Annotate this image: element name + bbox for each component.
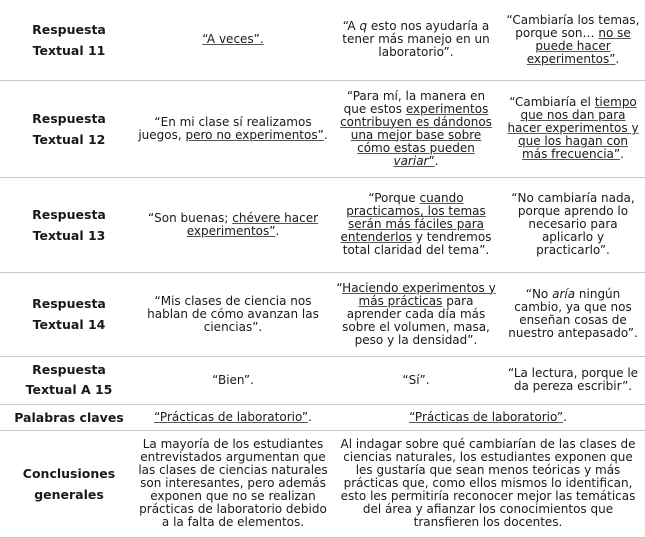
response-cell: “Porque cuando practicamos, los temas serán más fáciles para entenderlos y tendremos total claridad del tema”. xyxy=(331,177,501,272)
table-row xyxy=(0,177,645,272)
response-cell: “En mi clase sí realizamos juegos, pero no experimentos”. xyxy=(135,80,331,177)
keywords-cell: “Prácticas de laboratorio”. xyxy=(135,404,331,430)
table-row xyxy=(0,0,645,80)
response-cell: “A q esto nos ayudaría a tener más manejo en un laboratorio”. xyxy=(331,0,501,80)
response-cell: “Cambiaría los temas, porque son… no se puede hacer experimentos”. xyxy=(501,0,645,80)
keywords-label: Palabras claves xyxy=(0,404,135,430)
response-cell: “No cambiaría nada, porque aprendo lo necesario para aplicarlo y practicarlo”. xyxy=(501,177,645,272)
response-cell: “Son buenas; chévere hacer experimentos”. xyxy=(135,177,331,272)
response-cell: “Para mí, la manera en que estos experimentos contribuyen es dándonos una mejor base sobre cómo estas pueden variar”. xyxy=(331,80,501,177)
conclusion-cell: Al indagar sobre qué cambiarían de las clases de ciencias naturales, los estudiantes exponen que les gustaría que sean menos teóricas y más prácticas que, como ellos mismos lo identifican, esto les permitiría reconocer mejor las temáticas del área y afianzar los conocimientos que transfieren los docentes. xyxy=(331,430,645,537)
row-label: Respuesta Textual 11 xyxy=(0,0,135,80)
response-cell: “A veces”. xyxy=(135,0,331,80)
response-cell: “Bien”. xyxy=(135,356,331,404)
conclusion-cell: La mayoría de los estudiantes entrevistados argumentan que las clases de ciencias naturales son interesantes, pero además exponen que no se realizan prácticas de laboratorio debido a la falta de elementos. xyxy=(135,430,331,537)
table-row xyxy=(0,356,645,404)
response-cell: “Sí”. xyxy=(331,356,501,404)
table-row xyxy=(0,272,645,356)
keywords-row xyxy=(0,404,645,430)
response-cell: “Cambiaría el tiempo que nos dan para hacer experimentos y que los hagan con más frecuencia”. xyxy=(501,80,645,177)
row-label: Respuesta Textual A 15 xyxy=(0,356,135,404)
keywords-cell: “Prácticas de laboratorio”. xyxy=(331,404,645,430)
response-cell: “Haciendo experimentos y más prácticas para aprender cada día más sobre el volumen, masa, peso y la densidad”. xyxy=(331,272,501,356)
row-label: Respuesta Textual 14 xyxy=(0,272,135,356)
row-label: Respuesta Textual 12 xyxy=(0,80,135,177)
row-label: Respuesta Textual 13 xyxy=(0,177,135,272)
conclusions-label: Conclusiones generales xyxy=(0,430,135,537)
table-row xyxy=(0,80,645,177)
conclusions-row xyxy=(0,430,645,537)
response-cell: “No aría ningún cambio, ya que nos enseñan cosas de nuestro antepasado”. xyxy=(501,272,645,356)
response-cell: “Mis clases de ciencia nos hablan de cómo avanzan las ciencias”. xyxy=(135,272,331,356)
response-cell: “La lectura, porque le da pereza escribir”. xyxy=(501,356,645,404)
